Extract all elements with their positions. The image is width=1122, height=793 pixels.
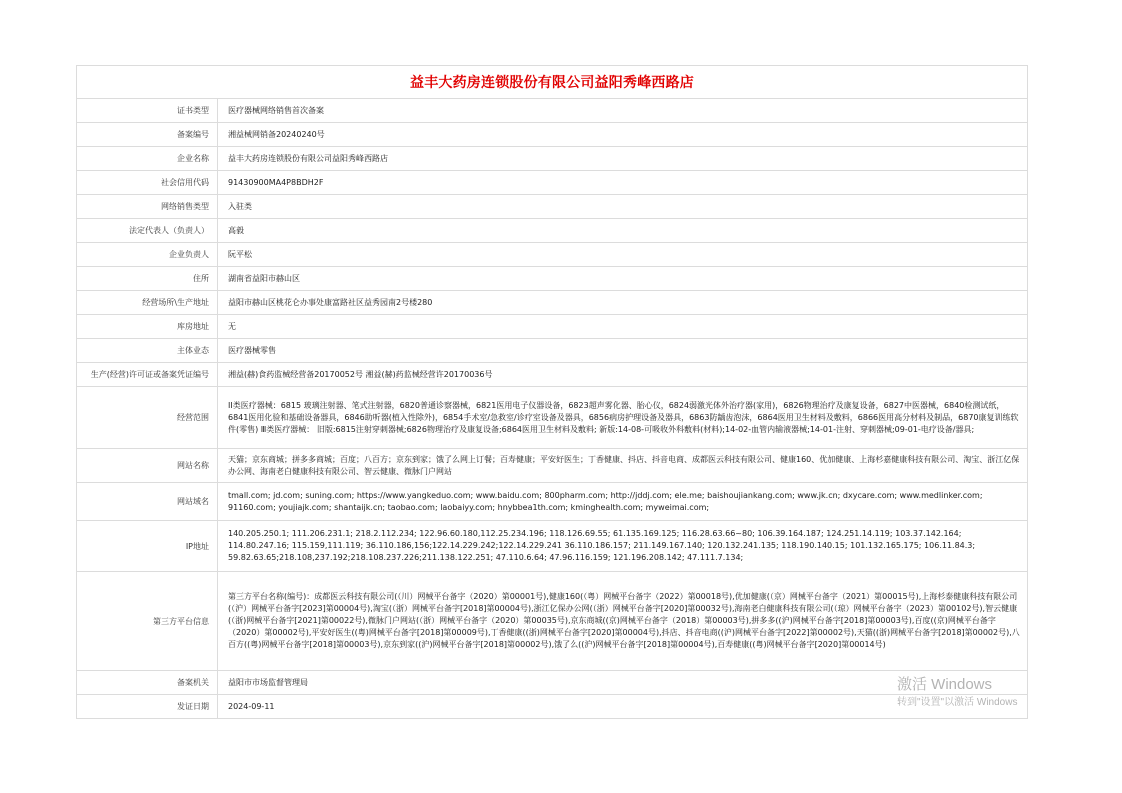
row-website-names xyxy=(77,449,1027,483)
row-value: tmall.com; jd.com; suning.com; https://www.yangkeduo.com; www.baidu.com; 800pharm.com; http://jddj.com; ele.me; baishoujiankang.com; www.jk.cn; dxycare.com; www.medlinker.com; 91160.com; youjiajk.com; shantaijk.cn; taobao.com; laobaiyy.com; hnybbea1th.com; kminghealth.com; myweimai.com; xyxy=(217,483,1027,520)
row-label: 第三方平台信息 xyxy=(153,616,209,626)
row-value: 湘益械网销备20240240号 xyxy=(217,123,1027,146)
row-label: 证书类型 xyxy=(177,106,209,115)
row-legal-rep xyxy=(77,219,1027,243)
row-filing-authority xyxy=(77,671,1027,695)
row-ip-addresses xyxy=(77,521,1027,572)
row-label: 主体业态 xyxy=(177,346,209,355)
row-credit-code xyxy=(77,171,1027,195)
row-label: IP地址 xyxy=(185,541,209,551)
row-label: 网站名称 xyxy=(177,461,209,470)
row-residence xyxy=(77,267,1027,291)
row-label: 企业名称 xyxy=(177,154,209,163)
row-business-address xyxy=(77,291,1027,315)
row-value: 益丰大药房连锁股份有限公司益阳秀峰西路店 xyxy=(217,147,1027,170)
row-label: 网络销售类型 xyxy=(161,202,209,211)
row-value: 医疗器械零售 xyxy=(217,339,1027,362)
row-value: 入驻类 xyxy=(217,195,1027,218)
watermark-subtitle: 转到"设置"以激活 Windows xyxy=(897,697,1018,708)
row-label: 经营范围 xyxy=(177,413,209,422)
watermark-title: 激活 Windows xyxy=(897,676,993,693)
row-value: 第三方平台名称(编号)：成都医云科技有限公司(（川）网械平台备字（2020）第00001号),健康160(（粤）网械平台备字（2022）第00018号),优加健康(（京）网械平台备字（2021）第00015号),上海杉泰健康科技有限公司(（沪）网械平台备字[2023]第00004号),淘宝(（浙）网械平台备字[2018]第00004号),浙江亿保办公网(（浙）网械平台备字[2020]第00032号),海南老白健康科技有限公司(（琼）网械平台备字（2023）第00102号),智云健康(（浙)网械平台备字[2021]第00022号),微脉门户网站(（浙）网械平台备字（2020）第00035号),京东商城((京)网械平台备字（2018）第00003号),拼多多((沪)网械平台备字[2018]第00003号),百度((京)网械平台备字（2020）第00002号),平安好医生((粤)网械平台备字[2018]第00009号),丁香健康((浙)网械平台备字[2020]第00004号),抖店、抖音电商((沪)网械平台备字[2022]第00002号),天猫((浙)网械平台备字[2018]第00002号),八百方((粤)网械平台备字[2018]第00003号),京东到家((沪)网械平台备字[2018]第00002号),饿了么((沪)网械平台备字[2018]第00004号),百寿健康((粤)网械平台备字[2020]第00014号) xyxy=(217,572,1027,670)
row-value: 天猫；京东商城；拼多多商城；百度；八百方；京东到家；饿了么网上订餐；百寿健康；平安好医生；丁香健康、抖店、抖音电商、成都医云科技有限公司、健康160、优加健康、上海杉嘉健康科技有限公司、淘宝、浙江亿保办公网、海南老白健康科技有限公司、智云健康、微脉门户网站 xyxy=(217,449,1027,482)
row-value: 无 xyxy=(217,315,1027,338)
row-label: 库房地址 xyxy=(177,322,209,331)
row-warehouse-address xyxy=(77,315,1027,339)
row-record-number xyxy=(77,123,1027,147)
page-title: 益丰大药房连锁股份有限公司益阳秀峰西路店 xyxy=(410,75,694,91)
row-value: 2024-09-11 xyxy=(217,695,1027,718)
row-value: 湖南省益阳市赫山区 xyxy=(217,267,1027,290)
row-label: 发证日期 xyxy=(177,702,209,711)
row-company-head xyxy=(77,243,1027,267)
row-website-domains xyxy=(77,483,1027,521)
row-issue-date xyxy=(77,695,1027,719)
row-label: 网站域名 xyxy=(177,497,209,506)
row-value: 91430900MA4P8BDH2F xyxy=(217,171,1027,194)
row-value: 阮平松 xyxy=(217,243,1027,266)
windows-activation-watermark xyxy=(897,675,1017,710)
row-value: II类医疗器械：6815 玻璃注射器、笔式注射器，6820普通诊察器械，6821医用电子仪器设备，6823超声雾化器、胎心仪，6824弱激光体外治疗器(家用)，6826物理治疗及康复设备，6827中医器械，6840检测试纸，6841医用化验和基础设备器具，6846助听器(植入性除外)，6854手术室/急救室/诊疗室设备及器具，6856病房护理设备及器具，6863防龋齿泡沫，6864医用卫生材料及敷料，6866医用高分材料及制品，6870康复训练软件(零售) Ⅲ类医疗器械： 旧版:6815注射穿刺器械;6826物理治疗及康复设备;6864医用卫生材料及敷料; 新版:14-08-可吸收外科敷料(材料);14-02-血管内输液器械;14-01-注射、穿刺器械;09-01-电疗设备/器具; xyxy=(217,387,1027,448)
row-value: 益阳市赫山区桃花仑办事处康富路社区益秀园南2号楼280 xyxy=(217,291,1027,314)
row-value: 湘益(赫)食药监械经营备20170052号 湘益(赫)药监械经营许20170036号 xyxy=(217,363,1027,386)
row-cert-type xyxy=(77,99,1027,123)
row-label: 企业负责人 xyxy=(169,250,209,259)
row-license-number xyxy=(77,363,1027,387)
row-value: 医疗器械网络销售首次备案 xyxy=(217,99,1027,122)
row-label: 住所 xyxy=(193,274,209,283)
row-label: 社会信用代码 xyxy=(161,178,209,187)
row-business-form xyxy=(77,339,1027,363)
row-value: 140.205.250.1; 111.206.231.1; 218.2.112.234; 122.96.60.180,112.25.234.196; 118.126.69.55; 61.135.169.125; 116.28.63.66~80; 106.39.164.187; 124.251.14.119; 103.37.142.164; 114.80.247.16; 115.159,111.119; 36.110.186,156;122.14.229.242;122.14.229.241 36.110.186.157; 211.149.167.140; 120.132.241.135; 118.190.140.15; 101.132.165.175; 106.11.84.3; 59.82.63.65;218.108,237.192;218.108.237.226;211.138.122.251; 47.110.6.64; 47.96.116.159; 121.196.208.142; 47.111.7.134; xyxy=(217,521,1027,571)
row-label: 备案编号 xyxy=(177,130,209,139)
row-label: 备案机关 xyxy=(177,678,209,687)
row-label: 法定代表人（负责人） xyxy=(129,226,209,235)
title-row xyxy=(77,66,1027,99)
row-company-name xyxy=(77,147,1027,171)
record-table xyxy=(76,65,1028,719)
row-sales-type xyxy=(77,195,1027,219)
row-business-scope xyxy=(77,387,1027,449)
row-third-party-platforms xyxy=(77,572,1027,671)
row-label: 经营场所\生产地址 xyxy=(142,298,209,307)
row-label: 生产(经营)许可证或备案凭证编号 xyxy=(90,370,209,379)
row-value: 益阳市市场监督管理局 xyxy=(217,671,1027,694)
row-value: 高毅 xyxy=(217,219,1027,242)
